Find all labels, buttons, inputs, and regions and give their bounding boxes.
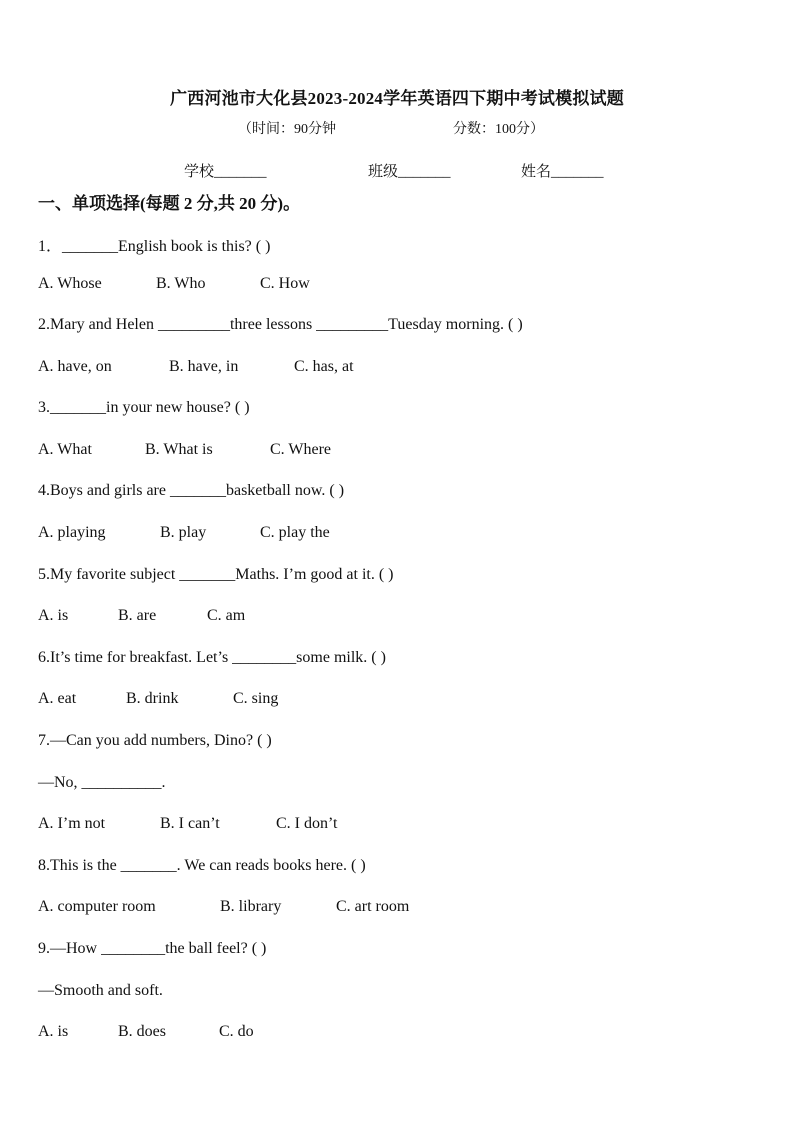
option-c[interactable]: C. Where bbox=[270, 441, 332, 458]
option-b[interactable]: B. I can’t bbox=[160, 815, 220, 832]
question-stem: 4.Boys and girls are _______basketball now. ( ) bbox=[38, 482, 345, 499]
question-stem: 1．_______English book is this? ( ) bbox=[38, 238, 271, 255]
question-stem: 2.Mary and Helen _________three lessons _________Tuesday morning. ( ) bbox=[38, 316, 523, 333]
question-stem: 7.—Can you add numbers, Dino? ( ) bbox=[38, 732, 272, 749]
option-b[interactable]: B. have, in bbox=[169, 358, 239, 375]
question-options bbox=[38, 441, 331, 459]
question-options bbox=[38, 690, 278, 708]
option-b[interactable]: B. library bbox=[220, 898, 282, 915]
option-a[interactable]: A. is bbox=[38, 607, 69, 624]
question-stem: 8.This is the _______. We can reads books here. ( ) bbox=[38, 857, 366, 874]
question-options bbox=[38, 607, 245, 625]
option-a[interactable]: A. playing bbox=[38, 524, 106, 541]
class-blank: _______ bbox=[398, 164, 451, 180]
question-stem: 6.It’s time for breakfast. Let’s ________some milk. ( ) bbox=[38, 649, 386, 666]
option-a[interactable]: A. have, on bbox=[38, 358, 112, 375]
school-field[interactable] bbox=[184, 160, 267, 181]
question-stem: 5.My favorite subject _______Maths. I’m good at it. ( ) bbox=[38, 566, 394, 583]
option-b[interactable]: B. does bbox=[118, 1023, 166, 1040]
exam-time: （时间：90分钟 bbox=[238, 122, 336, 137]
option-c[interactable]: C. How bbox=[260, 275, 310, 292]
option-a[interactable]: A. computer room bbox=[38, 898, 156, 915]
question-options bbox=[38, 275, 310, 293]
question-stem: 3._______in your new house? ( ) bbox=[38, 399, 250, 416]
option-c[interactable]: C. am bbox=[207, 607, 246, 624]
option-b[interactable]: B. are bbox=[118, 607, 157, 624]
name-field[interactable] bbox=[521, 160, 604, 181]
question-options bbox=[38, 524, 330, 542]
option-c[interactable]: C. I don’t bbox=[276, 815, 338, 832]
option-a[interactable]: A. What bbox=[38, 441, 92, 458]
question-reply: —No, __________. bbox=[38, 774, 166, 791]
question-options bbox=[38, 1023, 254, 1041]
option-a[interactable]: A. is bbox=[38, 1023, 69, 1040]
class-field[interactable] bbox=[368, 160, 451, 181]
option-b[interactable]: B. play bbox=[160, 524, 207, 541]
option-c[interactable]: C. art room bbox=[336, 898, 410, 915]
question-reply: —Smooth and soft. bbox=[38, 982, 163, 999]
name-blank: _______ bbox=[551, 164, 604, 180]
option-b[interactable]: B. What is bbox=[145, 441, 213, 458]
option-a[interactable]: A. I’m not bbox=[38, 815, 106, 832]
school-blank: _______ bbox=[214, 164, 267, 180]
option-a[interactable]: A. Whose bbox=[38, 275, 102, 292]
option-b[interactable]: B. Who bbox=[156, 275, 206, 292]
class-label: 班级 bbox=[368, 164, 399, 180]
exam-score: 分数：100分） bbox=[453, 122, 544, 137]
option-c[interactable]: C. has, at bbox=[294, 358, 354, 375]
option-c[interactable]: C. sing bbox=[233, 690, 279, 707]
question-options bbox=[38, 358, 354, 376]
question-stem: 9.—How ________the ball feel? ( ) bbox=[38, 940, 267, 957]
question-options bbox=[38, 815, 337, 833]
option-b[interactable]: B. drink bbox=[126, 690, 179, 707]
name-label: 姓名 bbox=[521, 164, 552, 180]
question-options bbox=[38, 898, 409, 916]
option-c[interactable]: C. do bbox=[219, 1023, 254, 1040]
option-c[interactable]: C. play the bbox=[260, 524, 330, 541]
school-label: 学校 bbox=[184, 164, 215, 180]
option-a[interactable]: A. eat bbox=[38, 690, 77, 707]
exam-title: 广西河池市大化县2023-2024学年英语四下期中考试模拟试题 bbox=[170, 89, 624, 108]
section-title: 一、单项选择(每题 2 分,共 20 分)。 bbox=[38, 194, 301, 213]
